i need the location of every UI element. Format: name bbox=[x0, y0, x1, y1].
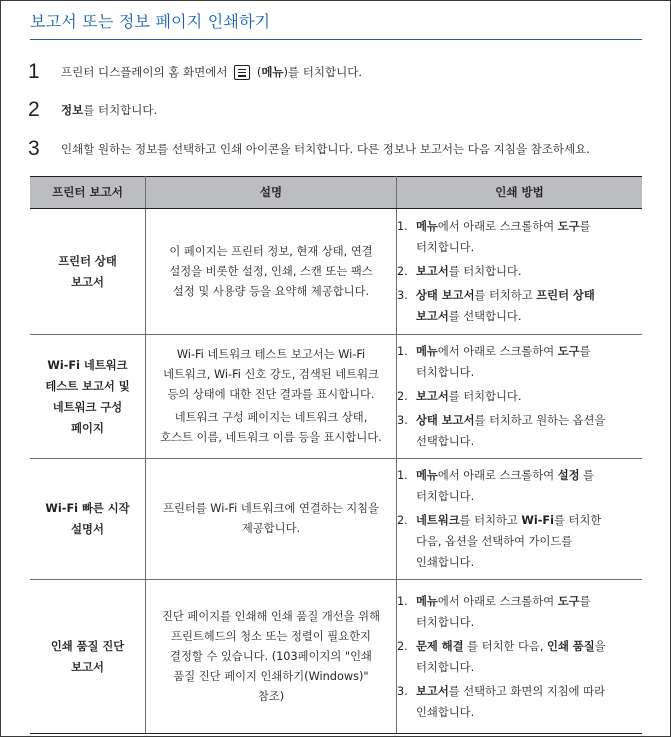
instruction-bold: 보고서 bbox=[416, 265, 449, 278]
instruction-text: 인쇄합니다. bbox=[416, 705, 475, 719]
instruction-number: 3. bbox=[397, 684, 408, 698]
report-name-line: 테스트 보고서 및 bbox=[45, 379, 130, 393]
description-line: 품질 진단 페이지 인쇄하기(Windows)" bbox=[173, 669, 369, 683]
step-text bbox=[61, 102, 157, 118]
instruction-bold: Wi-Fi bbox=[521, 514, 555, 527]
instruction-number: 3. bbox=[397, 289, 408, 302]
title-underline bbox=[30, 39, 642, 40]
menu-label: 메뉴 bbox=[261, 65, 284, 79]
instruction-text: 터치합니다. bbox=[416, 366, 475, 379]
table-row bbox=[30, 459, 642, 580]
instruction-list bbox=[397, 216, 642, 327]
table-row bbox=[30, 580, 642, 734]
instruction-item bbox=[397, 285, 642, 327]
instruction-item bbox=[397, 341, 642, 383]
instruction-text: 를 bbox=[579, 469, 595, 482]
instruction-item bbox=[397, 410, 642, 452]
header-description: 설명 bbox=[146, 177, 397, 209]
instruction-bold: 메뉴 bbox=[416, 345, 438, 358]
description-cell bbox=[146, 580, 397, 734]
description-paragraph bbox=[146, 607, 396, 707]
report-name-line: Wi-Fi 네트워크 bbox=[47, 358, 128, 372]
instruction-bold: 도구 bbox=[557, 220, 580, 233]
report-name-cell bbox=[30, 580, 146, 734]
step-text-part: 를 터치합니다. bbox=[288, 65, 362, 79]
instruction-text: 를 bbox=[579, 220, 591, 233]
table-header-row bbox=[30, 177, 642, 209]
how-to-print-cell bbox=[397, 209, 643, 335]
step-number: 1 bbox=[28, 60, 40, 83]
report-name-line: 페이지 bbox=[71, 421, 104, 435]
step-text-part: 를 터치합니다. bbox=[83, 103, 158, 117]
instruction-text: 를 선택합니다. bbox=[448, 310, 522, 323]
description-paragraph bbox=[146, 242, 396, 302]
instruction-bold: 도구 bbox=[557, 594, 580, 608]
description-line: 프린트헤드의 청소 또는 정렬이 필요한지 bbox=[171, 629, 371, 643]
instruction-item bbox=[397, 510, 642, 573]
report-name-line: Wi-Fi 빠른 시작 bbox=[45, 502, 130, 515]
description-line: 제공합니다. bbox=[241, 522, 301, 535]
report-name-line: 보고서 bbox=[71, 660, 104, 674]
instruction-number: 1. bbox=[397, 345, 408, 358]
report-name-cell bbox=[30, 459, 146, 580]
instruction-text: 다음, 옵션을 선택하여 가이드를 bbox=[416, 535, 573, 548]
instruction-item bbox=[397, 681, 642, 723]
instruction-text: 를 터치한 bbox=[554, 514, 602, 527]
instruction-text: 를 bbox=[579, 345, 591, 358]
instruction-number: 1. bbox=[397, 220, 408, 233]
description-line: 호스트 이름, 네트워크 이름 등을 표시합니다. bbox=[160, 431, 382, 444]
instruction-text: 를 터치하고 bbox=[459, 514, 522, 527]
instruction-bold: 보고서 bbox=[416, 684, 449, 698]
step-text-part: 프린터 디스플레이의 홈 화면에서 bbox=[61, 65, 228, 79]
table-row bbox=[30, 335, 642, 459]
report-name-line: 프린터 상태 bbox=[58, 254, 117, 268]
how-to-print-cell bbox=[397, 335, 643, 459]
instruction-item bbox=[397, 591, 642, 633]
paren: ( bbox=[256, 65, 262, 79]
description-line: 네트워크 구성 페이지는 네트워크 상태, bbox=[174, 411, 368, 424]
instruction-bold: 네트워크 bbox=[416, 514, 460, 527]
description-line: 네트워크, Wi-Fi 신호 강도, 검색된 네트워크 bbox=[163, 368, 379, 381]
description-line: 설정을 비롯한 설정, 인쇄, 스캔 또는 팩스 bbox=[169, 264, 373, 278]
instruction-bold: 상태 보고서 bbox=[416, 289, 475, 302]
instruction-text: 선택합니다. bbox=[416, 435, 475, 448]
instruction-text: 에서 아래로 스크롤하여 bbox=[437, 594, 558, 608]
step-number: 3 bbox=[28, 137, 40, 160]
report-name-cell bbox=[30, 335, 146, 459]
instruction-list bbox=[397, 591, 642, 723]
instruction-bold: 메뉴 bbox=[416, 469, 438, 482]
instruction-bold: 설정 bbox=[557, 469, 580, 482]
step-number: 2 bbox=[28, 98, 40, 121]
instruction-item bbox=[397, 216, 642, 258]
table-row bbox=[30, 209, 642, 335]
instruction-list bbox=[397, 341, 642, 452]
instruction-number: 2. bbox=[397, 514, 408, 527]
description-cell bbox=[146, 459, 397, 580]
step-text: 인쇄할 원하는 정보를 선택하고 인쇄 아이콘을 터치합니다. 다른 정보나 보고서는 다음 지침을 참조하세요. bbox=[61, 142, 590, 156]
report-name-line: 보고서 bbox=[71, 275, 104, 289]
report-name-line: 네트워크 구성 bbox=[52, 400, 123, 414]
header-how-to-print: 인쇄 방법 bbox=[397, 177, 643, 209]
instruction-item bbox=[397, 261, 642, 282]
description-cell bbox=[146, 209, 397, 335]
instruction-number: 1. bbox=[397, 469, 408, 482]
paren: ) bbox=[283, 65, 289, 79]
instruction-item bbox=[397, 386, 642, 407]
instruction-bold: 보고서 bbox=[416, 390, 449, 403]
description-line: 결정할 수 있습니다. (103페이지의 "인쇄 bbox=[170, 649, 372, 663]
instruction-text: 터치합니다. bbox=[416, 615, 475, 629]
description-line: 진단 페이지를 인쇄해 인쇄 품질 개선을 위해 bbox=[162, 609, 380, 623]
instruction-number: 3. bbox=[397, 414, 408, 427]
instruction-text: 에서 아래로 스크롤하여 bbox=[437, 345, 558, 358]
report-name-line: 설명서 bbox=[71, 523, 104, 536]
instruction-item bbox=[397, 636, 642, 678]
description-paragraph bbox=[146, 408, 396, 448]
instruction-text: 인쇄합니다. bbox=[416, 556, 475, 569]
instruction-bold: 인쇄 품질 bbox=[547, 639, 595, 653]
description-cell bbox=[146, 335, 397, 459]
report-name-line: 인쇄 품질 진단 bbox=[50, 639, 125, 653]
instruction-text: 에서 아래로 스크롤하여 bbox=[437, 220, 558, 233]
instruction-text: 를 bbox=[579, 594, 591, 608]
step-text bbox=[61, 64, 362, 80]
instruction-number: 2. bbox=[397, 639, 408, 653]
report-name-cell bbox=[30, 209, 146, 335]
instruction-bold: 문제 해결 bbox=[416, 639, 464, 653]
instruction-bold: 메뉴 bbox=[416, 220, 438, 233]
instruction-text: 에서 아래로 스크롤하여 bbox=[437, 469, 558, 482]
instruction-number: 2. bbox=[397, 265, 408, 278]
how-to-print-cell bbox=[397, 459, 643, 580]
description-paragraph bbox=[146, 345, 396, 405]
page-title: 보고서 또는 정보 페이지 인쇄하기 bbox=[30, 12, 271, 31]
instruction-number: 1. bbox=[397, 594, 408, 608]
description-line: 프린터를 Wi-Fi 네트워크에 연결하는 지침을 bbox=[163, 502, 379, 515]
description-paragraph bbox=[146, 499, 396, 539]
menu-icon bbox=[234, 65, 250, 80]
how-to-print-cell bbox=[397, 580, 643, 734]
description-line: 등의 상태에 대한 진단 결과를 표시합니다. bbox=[167, 388, 375, 401]
description-line: 이 페이지는 프린터 정보, 현재 상태, 연결 bbox=[169, 244, 373, 258]
description-line: Wi-Fi 네트워크 테스트 보고서는 Wi-Fi bbox=[176, 348, 366, 361]
instruction-text: 터치합니다. bbox=[416, 241, 475, 254]
instruction-bold: 상태 보고서 bbox=[416, 414, 475, 427]
instruction-bold: 프린터 상태 bbox=[536, 289, 595, 302]
reports-table bbox=[30, 176, 642, 734]
instruction-text: 를 선택하고 화면의 지침에 따라 bbox=[448, 684, 605, 698]
instruction-text: 터치합니다. bbox=[416, 660, 475, 674]
instruction-text: 를 터치합니다. bbox=[448, 265, 522, 278]
header-report: 프린터 보고서 bbox=[30, 177, 146, 209]
description-line: 참조) bbox=[257, 689, 285, 703]
instruction-text: 를 터치합니다. bbox=[448, 390, 522, 403]
instruction-bold: 보고서 bbox=[416, 310, 449, 323]
instruction-text: 를 터치하고 bbox=[474, 289, 537, 302]
description-line: 설정 및 사용량 등을 요약해 제공합니다. bbox=[172, 284, 370, 298]
instruction-text: 를 터치한 다음, bbox=[463, 639, 548, 653]
instruction-list bbox=[397, 465, 642, 573]
instruction-item bbox=[397, 465, 642, 507]
instruction-number: 2. bbox=[397, 390, 408, 403]
instruction-text: 를 터치하고 원하는 옵션을 bbox=[474, 414, 606, 427]
instruction-text: 터치합니다. bbox=[416, 490, 475, 503]
instruction-bold: 메뉴 bbox=[416, 594, 438, 608]
instruction-bold: 도구 bbox=[557, 345, 580, 358]
instruction-text: 을 bbox=[594, 639, 606, 653]
info-label: 정보 bbox=[61, 103, 84, 117]
